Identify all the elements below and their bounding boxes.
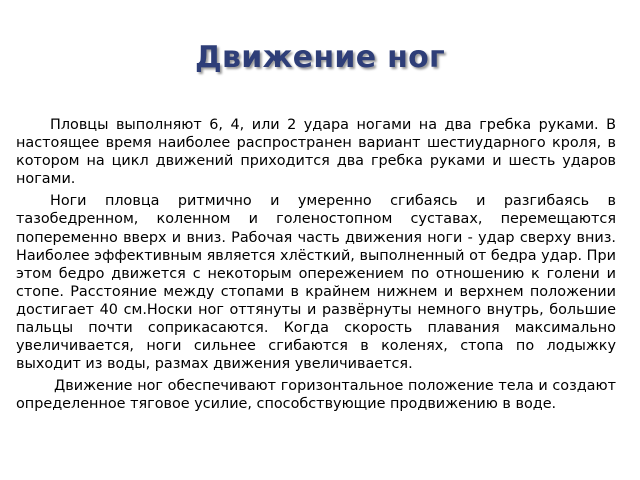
paragraph-kick-count: Пловцы выполняют 6, 4, или 2 удара ногами на два гребка руками. В настоящее время наиболее распространен вариант шестиударного кроля, в котором на цикл движений приходится два гребка руками и шесть ударов ногами. bbox=[16, 117, 616, 188]
slide-title: Движение ног bbox=[194, 40, 446, 75]
slide-body bbox=[16, 116, 616, 418]
paragraph-leg-technique: Ноги пловца ритмично и умеренно сгибаясь и разгибаясь в тазобедренном, коленном и голеностопном суставах, перемещаются попеременно вверх и вниз. Рабочая часть движения ноги - удар сверху вниз. Наиболее эффективным является хлёсткий, выполненный от бедра удар. При этом бедро движется с некоторым опережением по отношению к голени и стопе. Расстояние между стопами в крайнем нижнем и верхнем положении достигает 40 см.Носки ног оттянуты и развёрнуты немного внутрь, большие пальцы почти соприкасаются. Когда скорость плавания максимально увеличивается, ноги сильнее сгибаются в коленях, стопа по лодыжку выходит из воды, размах движения увеличивается. bbox=[16, 193, 616, 373]
paragraph-leg-function: Движение ног обеспечивают горизонтальное положение тела и создают определенное тяговое усилие, способствующие продвижению в воде. bbox=[16, 378, 616, 413]
